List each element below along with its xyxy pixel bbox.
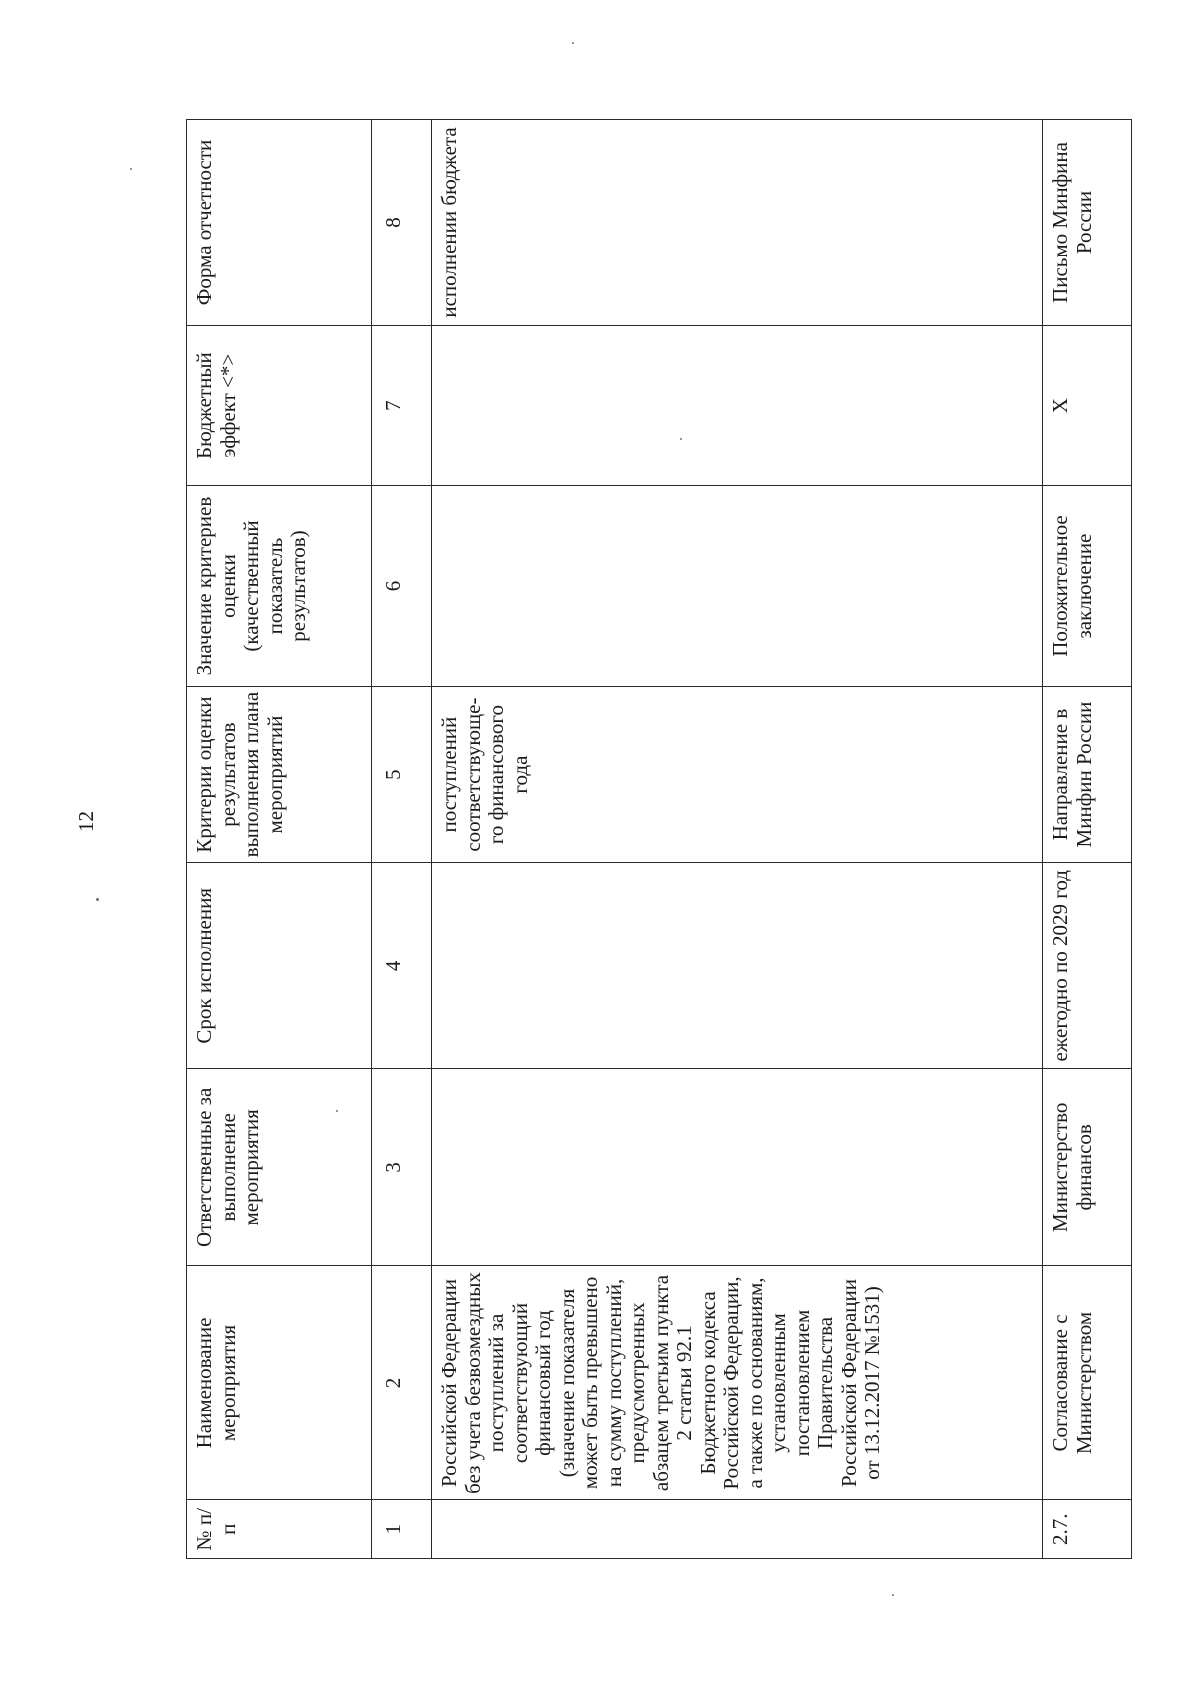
continuation-row [432, 120, 1043, 1559]
header-number: № п/п [187, 1500, 372, 1559]
scan-speck [572, 42, 574, 44]
cont-responsible-cell [432, 1069, 1043, 1266]
page-number: 12 [74, 811, 98, 832]
header-measure-name: Наименование мероприятия [187, 1266, 372, 1500]
measure-name-cell: Согласование с Министерством [1043, 1266, 1132, 1500]
budget-effect-cell: Х [1043, 325, 1132, 485]
cont-report-form-cell: исполнении бюджета [432, 120, 1043, 326]
column-number: 2 [372, 1266, 432, 1500]
cont-deadline-cell [432, 863, 1043, 1069]
cont-criteria-cell: поступлений соответствующе-го финансового года [432, 686, 1043, 863]
header-criteria: Критерии оценки результатов выполнения плана мероприятий [187, 686, 372, 863]
header-responsible: Ответственные за выполнение мероприятия [187, 1069, 372, 1266]
deadline-cell: ежегодно по 2029 год [1043, 863, 1132, 1069]
column-number: 3 [372, 1069, 432, 1266]
column-number: 6 [372, 486, 432, 686]
cont-measure-name-cell: Российской Федерации без учета безвозмездных поступлений за соответствующий финансовый год (значение показателя может быть превышено на сумму поступлений, предусмотренных абзацем третьим пункта 2 статьи 92.1 Бюджетного кодекса Российской Федерации, а также по основаниям, установленным постановлением Правительства Российской Федерации от 13.12.2017 №1531) [432, 1266, 1043, 1500]
table-row-2-7 [1043, 120, 1132, 1559]
cont-criteria-value-cell [432, 486, 1043, 686]
header-criteria-value: Значение критериев оценки (качественный показатель результатов) [187, 486, 372, 686]
header-deadline: Срок исполнения [187, 863, 372, 1069]
criteria-value-cell: Положительное заключение [1043, 486, 1132, 686]
column-number: 7 [372, 325, 432, 485]
column-number: 1 [372, 1500, 432, 1559]
criteria-cell: Направление в Минфин России [1043, 686, 1132, 863]
cont-budget-effect-cell [432, 325, 1043, 485]
measures-plan-table [186, 119, 1132, 1559]
scan-speck [130, 168, 132, 170]
table-header-row [187, 120, 372, 1559]
report-form-cell: Письмо Минфина России [1043, 120, 1132, 326]
cont-number-cell [432, 1500, 1043, 1559]
scan-speck [892, 1594, 894, 1596]
scan-speck [96, 898, 99, 901]
responsible-cell: Министерство финансов [1043, 1069, 1132, 1266]
column-number: 4 [372, 863, 432, 1069]
header-report-form: Форма отчетности [187, 120, 372, 326]
column-number: 8 [372, 120, 432, 326]
row-number-cell: 2.7. [1043, 1500, 1132, 1559]
header-budget-effect: Бюджетный эффект <*> [187, 325, 372, 485]
column-number: 5 [372, 686, 432, 863]
rotated-sheet [186, 119, 1103, 1559]
column-numbers-row [372, 120, 432, 1559]
